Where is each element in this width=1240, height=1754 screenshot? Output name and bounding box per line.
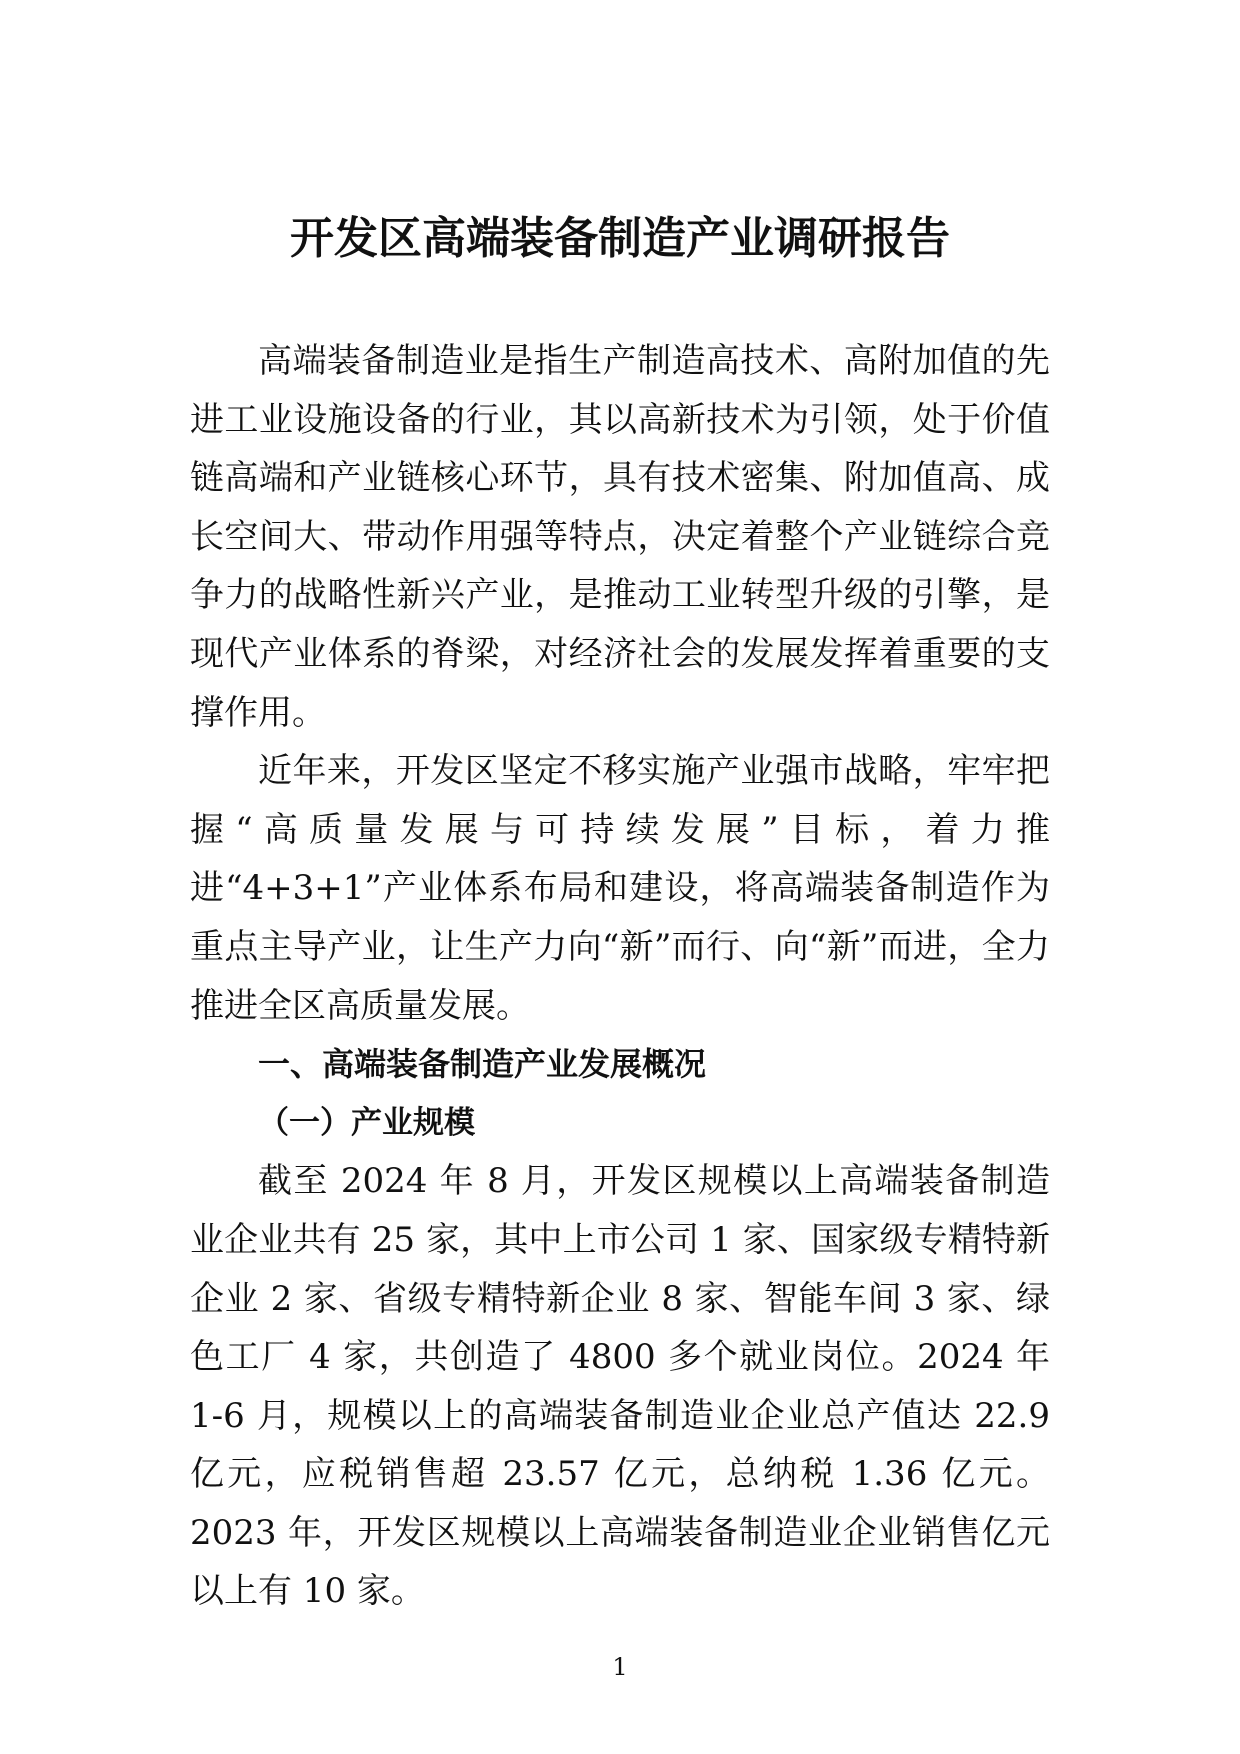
document-body <box>190 332 1050 1621</box>
page-number: 1 <box>612 1653 628 1681</box>
paragraph-intro-2: 近年来，开发区坚定不移实施产业强市战略，牢牢把握“高质量发展与可持续发展”目标，着力推进“4+3+1”产业体系布局和建设，将高端装备制造作为重点主导产业，让生产力向“新”而行、向“新”而进，全力推进全区高质量发展。 <box>190 751 1050 1026</box>
document-title: 开发区高端装备制造产业调研报告 <box>290 213 950 264</box>
paragraph-industry-scale: 截至 2024 年 8 月，开发区规模以上高端装备制造业企业共有 25 家，其中上市公司 1 家、国家级专精特新企业 2 家、省级专精特新企业 8 家、智能车间 3 家、绿色工厂 4 家，共创造了 4800 多个就业岗位。2024 年 1-6 月，规模以上的高端装备制造业企业总产值达 22.9 亿元，应税销售超 23.57 亿元，总纳税 1.36 亿元。2023 年，开发区规模以上高端装备制造业企业销售亿元以上有 10 家。 <box>190 1161 1050 1612</box>
paragraph-intro-1: 高端装备制造业是指生产制造高技术、高附加值的先进工业设施设备的行业，其以高新技术为引领，处于价值链高端和产业链核心环节，具有技术密集、附加值高、成长空间大、带动作用强等特点，决定着整个产业链综合竞争力的战略性新兴产业，是推动工业转型升级的引擎，是现代产业体系的脊梁，对经济社会的发展发挥着重要的支撑作用。 <box>190 341 1050 733</box>
section-heading-1: 一、高端装备制造产业发展概况 <box>258 1045 707 1084</box>
subsection-heading-1: （一）产业规模 <box>258 1104 475 1141</box>
